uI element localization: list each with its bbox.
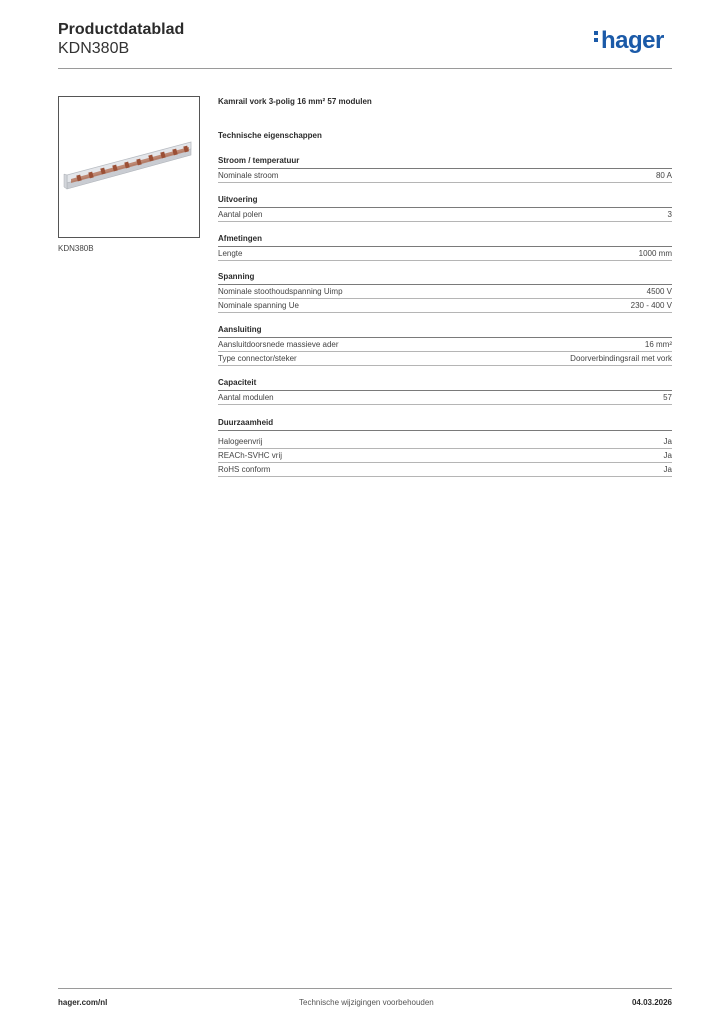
property-label: Aantal polen (218, 210, 263, 219)
property-label: Halogeenvrij (218, 437, 263, 446)
property-row (218, 449, 672, 463)
property-row (218, 247, 672, 261)
property-row (218, 391, 672, 405)
property-label: Type connector/steker (218, 354, 297, 363)
group-heading: Capaciteit (218, 378, 672, 391)
property-label: RoHS conform (218, 465, 271, 474)
property-row (218, 208, 672, 222)
group-heading: Afmetingen (218, 234, 672, 247)
footer-divider (58, 988, 672, 989)
property-label: Nominale spanning Ue (218, 301, 299, 310)
group-heading: Aansluiting (218, 325, 672, 338)
property-label: Aansluitdoorsnede massieve ader (218, 340, 339, 349)
logo-text: hager (601, 27, 664, 54)
property-label: Lengte (218, 249, 243, 258)
property-row (218, 338, 672, 352)
property-label: Nominale stoothoudspanning Uimp (218, 287, 343, 296)
busbar-image-icon (59, 97, 199, 237)
group-heading: Spanning (218, 272, 672, 285)
property-value: 80 A (655, 171, 672, 180)
properties-title: Technische eigenschappen (218, 131, 322, 140)
property-label: REACh-SVHC vrij (218, 451, 283, 460)
property-value: Ja (663, 451, 672, 460)
property-row (218, 352, 672, 366)
product-code: KDN380B (58, 40, 130, 57)
footer-date: 04.03.2026 (631, 998, 672, 1007)
group-heading: Uitvoering (218, 195, 672, 208)
property-row (218, 285, 672, 299)
property-value: 230 - 400 V (630, 301, 672, 310)
property-value: Ja (663, 437, 672, 446)
property-row (218, 435, 672, 449)
property-label: Aantal modulen (218, 393, 274, 402)
property-value: 4500 V (646, 287, 672, 296)
group-heading: Duurzaamheid (218, 418, 672, 431)
property-value: 3 (667, 210, 672, 219)
property-row (218, 299, 672, 313)
header-divider (58, 68, 672, 69)
footer-website-link[interactable]: hager.com/nl (58, 998, 108, 1007)
group-heading: Stroom / temperatuur (218, 156, 672, 169)
property-label: Nominale stroom (218, 171, 279, 180)
footer-disclaimer: Technische wijzigingen voorbehouden (299, 998, 434, 1007)
product-image (58, 96, 200, 238)
property-value: 1000 mm (638, 249, 672, 258)
property-row (218, 463, 672, 477)
property-row (218, 169, 672, 183)
product-name: Kamrail vork 3-polig 16 mm² 57 modulen (218, 97, 372, 106)
hager-logo (594, 27, 664, 55)
page-title: Productdatablad (58, 21, 185, 38)
property-value: 57 (663, 393, 672, 402)
property-value: Doorverbindingsrail met vork (570, 354, 672, 363)
property-value: 16 mm² (644, 340, 672, 349)
property-value: Ja (663, 465, 672, 474)
logo-dots-icon (594, 28, 598, 45)
image-caption: KDN380B (58, 244, 94, 253)
